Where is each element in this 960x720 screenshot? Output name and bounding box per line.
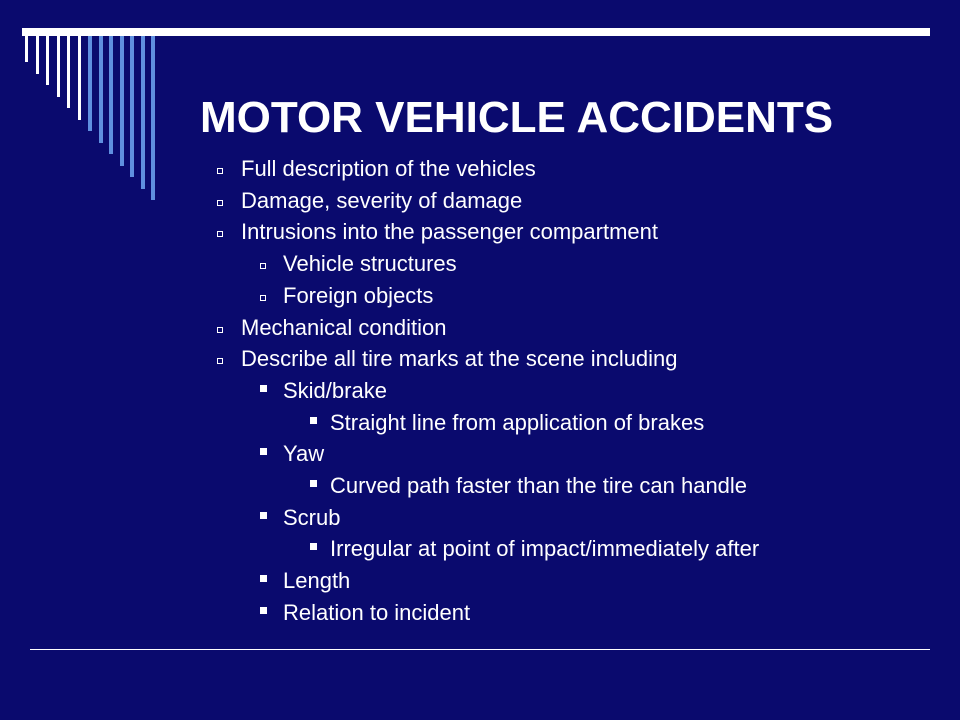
hollow-square-bullet-icon <box>260 263 266 269</box>
bullet-text: Describe all tire marks at the scene including <box>241 346 678 372</box>
bullet-text: Skid/brake <box>283 377 387 403</box>
square-bullet-icon <box>260 385 267 392</box>
bullet-item <box>241 218 658 246</box>
bullet-text: Length <box>283 568 351 594</box>
bullet-item <box>241 345 678 373</box>
bullet-item <box>283 567 350 595</box>
stripe <box>57 36 60 97</box>
stripe <box>88 36 92 131</box>
bullet-item <box>241 187 522 215</box>
hollow-square-bullet-icon <box>217 231 223 237</box>
hollow-square-bullet-icon <box>260 295 266 301</box>
top-rule <box>22 28 930 36</box>
hollow-square-bullet-icon <box>217 200 223 206</box>
bullet-item <box>330 409 704 437</box>
square-bullet-icon <box>260 512 267 519</box>
stripe <box>46 36 49 85</box>
bullet-text: Relation to incident <box>283 599 471 625</box>
bullet-text: Damage, severity of damage <box>241 187 523 213</box>
bullet-text: Vehicle structures <box>283 251 457 277</box>
stripe <box>141 36 145 189</box>
stripe <box>25 36 28 62</box>
bullet-item <box>283 599 470 627</box>
bullet-item <box>241 314 446 342</box>
bullet-text: Full description of the vehicles <box>241 156 536 181</box>
bottom-rule <box>30 649 930 650</box>
bullet-item <box>283 377 387 405</box>
bullet-text: Curved path faster than the tire can handle <box>330 473 748 498</box>
square-bullet-icon <box>310 417 317 424</box>
stripe <box>36 36 39 74</box>
bullet-text: Scrub <box>283 504 341 530</box>
bullet-item <box>283 250 457 278</box>
stripe <box>99 36 103 143</box>
slide-title: MOTOR VEHICLE ACCIDENTS <box>200 93 834 142</box>
stripe <box>130 36 134 177</box>
bullet-text: Irregular at point of impact/immediately after <box>330 536 760 562</box>
bullet-text: Foreign objects <box>283 282 434 308</box>
square-bullet-icon <box>310 543 317 550</box>
bullet-item <box>283 282 433 310</box>
hollow-square-bullet-icon <box>217 358 223 364</box>
bullet-text: Yaw <box>283 441 325 467</box>
square-bullet-icon <box>260 448 267 455</box>
square-bullet-icon <box>260 575 267 582</box>
stripe <box>151 36 155 200</box>
bullet-item <box>330 535 759 563</box>
stripe <box>120 36 124 166</box>
hollow-square-bullet-icon <box>217 327 223 333</box>
stripe <box>78 36 81 120</box>
square-bullet-icon <box>260 607 267 614</box>
bullet-text: Mechanical condition <box>241 314 447 340</box>
bullet-item <box>283 440 324 468</box>
bullet-item <box>330 472 747 500</box>
bullet-item <box>283 504 340 532</box>
hollow-square-bullet-icon <box>217 168 223 174</box>
bullet-item <box>241 155 536 183</box>
square-bullet-icon <box>310 480 317 487</box>
bullet-text: Straight line from application of brakes <box>330 409 705 435</box>
stripe <box>109 36 113 154</box>
bullet-text: Intrusions into the passenger compartment <box>241 219 659 245</box>
stripe <box>67 36 70 108</box>
